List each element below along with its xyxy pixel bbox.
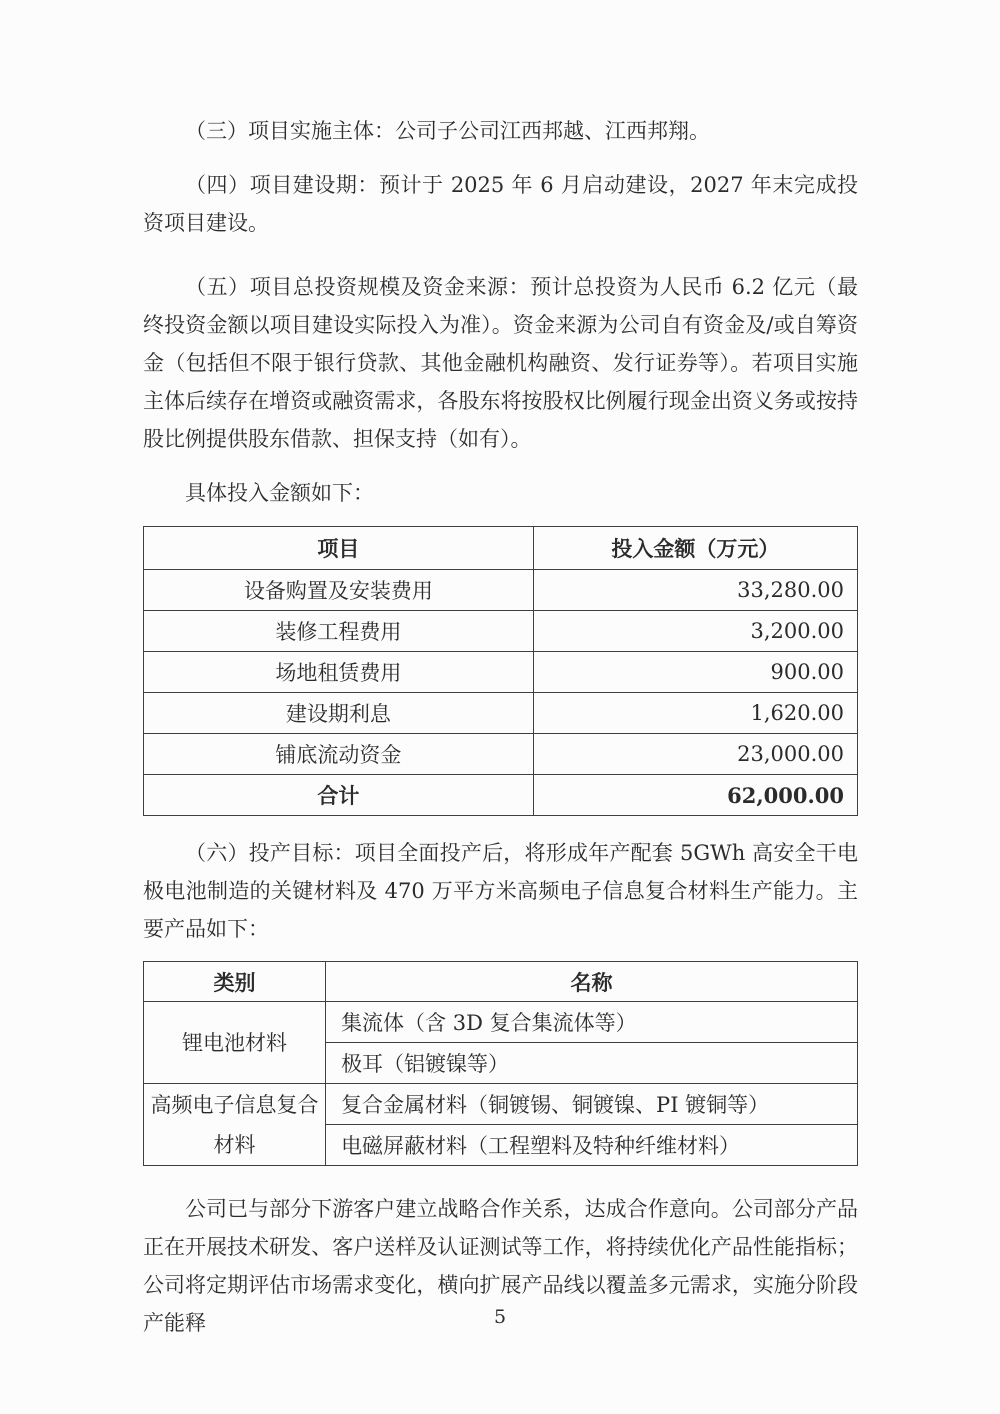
investment-table-header-row: [144, 527, 858, 570]
product-category-cell: 锂电池材料: [144, 1002, 326, 1084]
table-row: [144, 652, 858, 693]
product-name-cell: 电磁屏蔽材料（工程塑料及特种纤维材料）: [326, 1125, 858, 1166]
invest-amount-cell: 1,620.00: [533, 693, 857, 734]
document-page-content: [143, 0, 858, 1342]
paragraph-construction-period: （四）项目建设期：预计于 2025 年 6 月启动建设，2027 年末完成投资项目建设。: [143, 173, 858, 235]
invest-amount-cell: 900.00: [533, 652, 857, 693]
table-row: [144, 693, 858, 734]
invest-total-amount-cell: 62,000.00: [533, 775, 857, 816]
table-row: [144, 570, 858, 611]
investment-amount-table: [143, 526, 858, 816]
paragraph-investment-scale: （五）项目总投资规模及资金来源：预计总投资为人民币 6.2 亿元（最终投资金额以项目建设实际投入为准）。资金来源为公司自有资金及/或自筹资金（包括但不限于银行贷款、其他金融机构融资、发行证券等）。若项目实施主体后续存在增资或融资需求，各股东将按股权比例履行现金出资义务或按持股比例提供股东借款、担保支持（如有）。: [143, 275, 858, 451]
product-category-cell: 高频电子信息复合材料: [144, 1084, 326, 1166]
table-row: [144, 1002, 858, 1043]
invest-item-cell: 设备购置及安装费用: [144, 570, 534, 611]
table-total-row: [144, 775, 858, 816]
paragraph-table-intro: 具体投入金额如下：: [185, 481, 374, 505]
product-name-cell: 集流体（含 3D 复合集流体等）: [326, 1002, 858, 1043]
invest-amount-cell: 23,000.00: [533, 734, 857, 775]
product-name-cell: 复合金属材料（铜镀锡、铜镀镍、PI 镀铜等）: [326, 1084, 858, 1125]
paragraph-production-target: （六）投产目标：项目全面投产后，将形成年产配套 5GWh 高安全干电极电池制造的关键材料及 470 万平方米高频电子信息复合材料生产能力。主要产品如下：: [143, 841, 858, 941]
invest-item-cell: 铺底流动资金: [144, 734, 534, 775]
invest-amount-cell: 33,280.00: [533, 570, 857, 611]
table-row: [144, 1084, 858, 1125]
product-name-cell: 极耳（铝镀镍等）: [326, 1043, 858, 1084]
products-header-category: 类别: [144, 962, 326, 1002]
invest-item-cell: 装修工程费用: [144, 611, 534, 652]
investment-header-item: 项目: [144, 527, 534, 570]
invest-amount-cell: 3,200.00: [533, 611, 857, 652]
main-products-table: [143, 961, 858, 1166]
products-table-header-row: [144, 962, 858, 1002]
page-number: 5: [493, 1306, 507, 1328]
products-header-name: 名称: [326, 962, 858, 1002]
invest-item-cell: 建设期利息: [144, 693, 534, 734]
table-row: [144, 734, 858, 775]
invest-total-label-cell: 合计: [144, 775, 534, 816]
paragraph-cooperation: 公司已与部分下游客户建立战略合作关系，达成合作意向。公司部分产品正在开展技术研发、客户送样及认证测试等工作，将持续优化产品性能指标；公司将定期评估市场需求变化，横向扩展产品线以覆盖多元需求，实施分阶段产能释: [143, 1197, 858, 1335]
paragraph-project-entity: （三）项目实施主体：公司子公司江西邦越、江西邦翔。: [185, 119, 710, 143]
investment-header-amount: 投入金额（万元）: [533, 527, 857, 570]
table-row: [144, 611, 858, 652]
invest-item-cell: 场地租赁费用: [144, 652, 534, 693]
